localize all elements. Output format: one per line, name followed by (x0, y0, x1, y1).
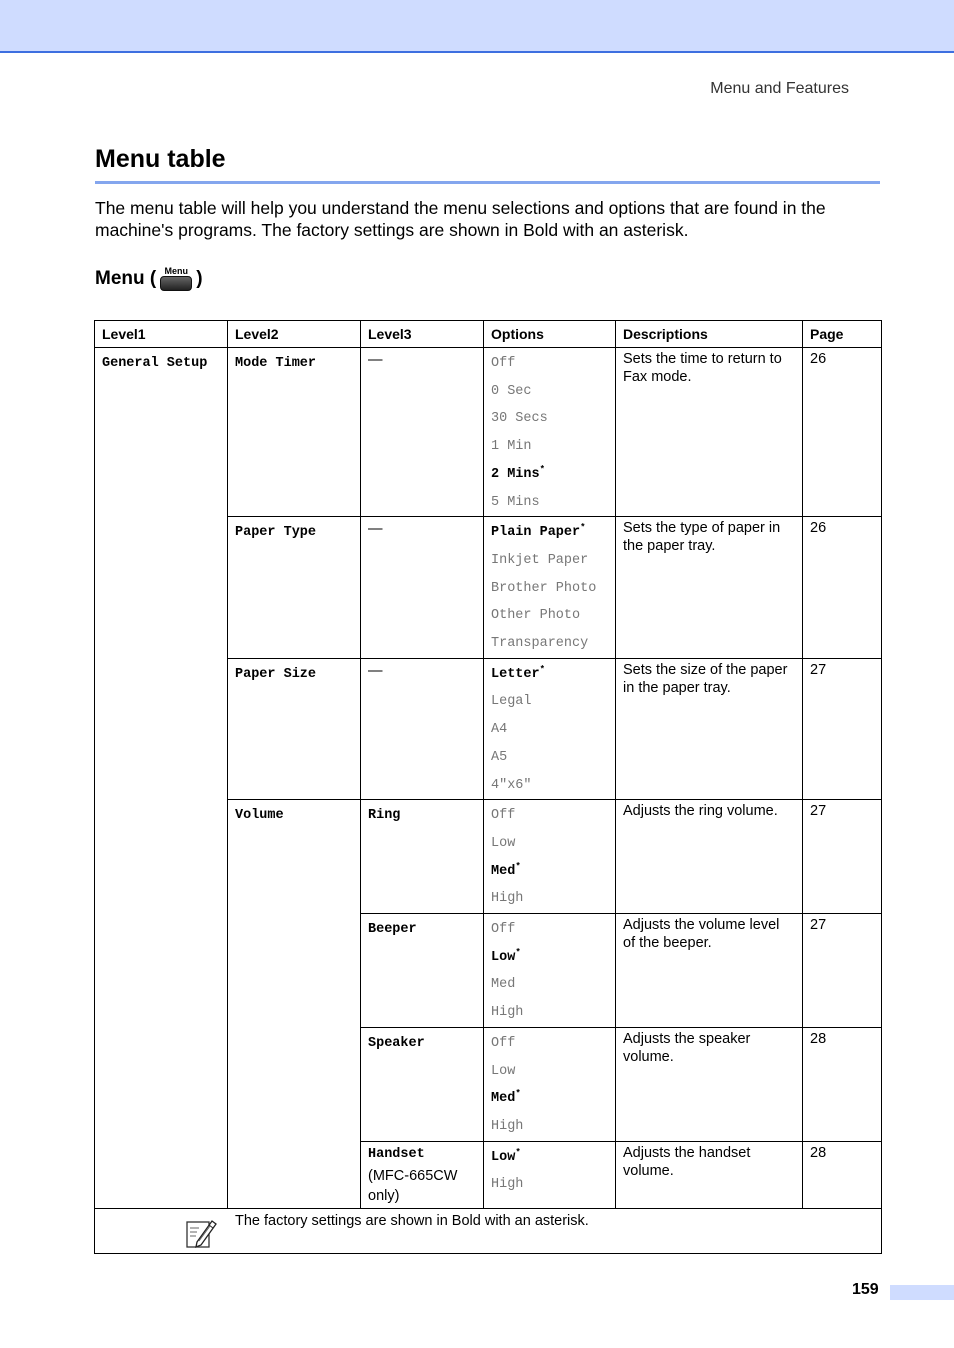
chapter-title: Menu and Features (710, 80, 849, 97)
level3-model-note: (MFC-665CW only) (368, 1167, 458, 1204)
page-tab (890, 1285, 954, 1300)
option-item: Med (491, 977, 516, 993)
page-cell: 28 (803, 1141, 882, 1208)
header-level3: Level3 (361, 321, 484, 348)
page-cell: 28 (803, 1027, 882, 1141)
title-rule (95, 181, 880, 184)
option-item: Other Photo (491, 608, 581, 624)
level3-cell (361, 1141, 484, 1208)
note-pencil-icon (185, 1217, 217, 1249)
level3-cell: Beeper (361, 914, 484, 1028)
level2-cell: Paper Size (228, 658, 361, 800)
subheading-text: Menu ( (95, 267, 157, 289)
options-cell (484, 658, 616, 800)
options-cell (484, 914, 616, 1028)
description-cell: Sets the type of paper in the paper tray. (616, 517, 803, 659)
description-cell: Adjusts the speaker volume. (616, 1027, 803, 1141)
default-marker: * (515, 861, 521, 872)
option-item: Inkjet Paper (491, 552, 589, 568)
options-cell (484, 517, 616, 659)
option-item: Transparency (491, 636, 589, 652)
option-item: Off (491, 808, 516, 824)
option-item: Low* (491, 947, 521, 965)
default-marker: * (515, 947, 521, 958)
menu-subheading (95, 266, 203, 291)
option-item: Low* (491, 1147, 521, 1165)
option-item: 2 Mins* (491, 464, 546, 482)
level3-cell: — (361, 348, 484, 517)
option-item: Letter* (491, 664, 546, 682)
option-item: A5 (491, 749, 508, 765)
description-cell: Adjusts the ring volume. (616, 800, 803, 914)
header-descriptions: Descriptions (616, 321, 803, 348)
description-cell: Sets the time to return to Fax mode. (616, 348, 803, 517)
option-item: 4"x6" (491, 777, 532, 793)
subheading-close: ) (196, 267, 203, 289)
description-cell: Adjusts the volume level of the beeper. (616, 914, 803, 1028)
options-cell (484, 1027, 616, 1141)
level3-cell: — (361, 517, 484, 659)
default-marker: * (539, 664, 546, 675)
level2-cell: Mode Timer (228, 348, 361, 517)
header-options: Options (484, 321, 616, 348)
option-item: Plain Paper* (491, 522, 586, 541)
page-cell: 27 (803, 914, 882, 1028)
option-item: Off (491, 356, 516, 371)
level2-cell: Paper Type (228, 517, 361, 659)
menu-key-icon (160, 266, 192, 291)
default-marker: * (515, 1088, 521, 1099)
option-item: Brother Photo (491, 580, 597, 596)
description-cell: Adjusts the handset volume. (616, 1141, 803, 1208)
options-cell (484, 348, 616, 517)
header-page: Page (803, 321, 882, 348)
option-item: Low (491, 1063, 516, 1079)
page-title: Menu table (95, 145, 226, 173)
header-level1: Level1 (95, 321, 228, 348)
option-item: High (491, 1118, 524, 1134)
top-band (0, 0, 954, 53)
page-number: 159 (852, 1281, 879, 1298)
header-level2: Level2 (228, 321, 361, 348)
level3-handset: Handset (368, 1146, 425, 1162)
note-row (95, 1208, 882, 1253)
level3-cell: Speaker (361, 1027, 484, 1141)
page-cell: 26 (803, 517, 882, 659)
default-marker: * (539, 464, 546, 475)
description-cell: Sets the size of the paper in the paper tray. (616, 658, 803, 800)
default-marker: * (580, 522, 586, 533)
option-item: Off (491, 1035, 516, 1051)
page-cell: 26 (803, 348, 882, 517)
menu-key-cap (160, 276, 192, 291)
option-item: 30 Secs (491, 411, 548, 427)
option-item: Med* (491, 1088, 521, 1107)
option-item: 0 Sec (491, 383, 532, 399)
option-item: 1 Min (491, 439, 532, 455)
option-item: Med* (491, 861, 521, 879)
option-item: A4 (491, 722, 508, 738)
note-cell (95, 1208, 882, 1253)
option-item: 5 Mins (491, 494, 540, 510)
level1-cell: General Setup (95, 348, 228, 1209)
option-item: Legal (491, 694, 532, 710)
table-header-row (95, 321, 882, 348)
option-item: High (491, 1005, 524, 1021)
option-item: High (491, 1177, 524, 1193)
options-cell (484, 800, 616, 914)
level2-cell: Volume (228, 800, 361, 1208)
page-cell: 27 (803, 800, 882, 914)
level3-cell: — (361, 658, 484, 800)
menu-key-label: Menu (164, 266, 188, 276)
level3-cell: Ring (361, 800, 484, 914)
intro-paragraph: The menu table will help you understand the menu selections and options that are found in the machine's programs. The factory settings are shown in Bold with an asterisk. (95, 198, 826, 240)
options-cell (484, 1141, 616, 1208)
option-item: Low (491, 835, 516, 851)
option-item: High (491, 891, 524, 907)
page-cell: 27 (803, 658, 882, 800)
table-row (95, 348, 882, 517)
note-text: The factory settings are shown in Bold with an asterisk. (235, 1212, 589, 1229)
default-marker: * (515, 1147, 521, 1158)
option-item: Off (491, 922, 516, 938)
menu-table (94, 320, 882, 1254)
